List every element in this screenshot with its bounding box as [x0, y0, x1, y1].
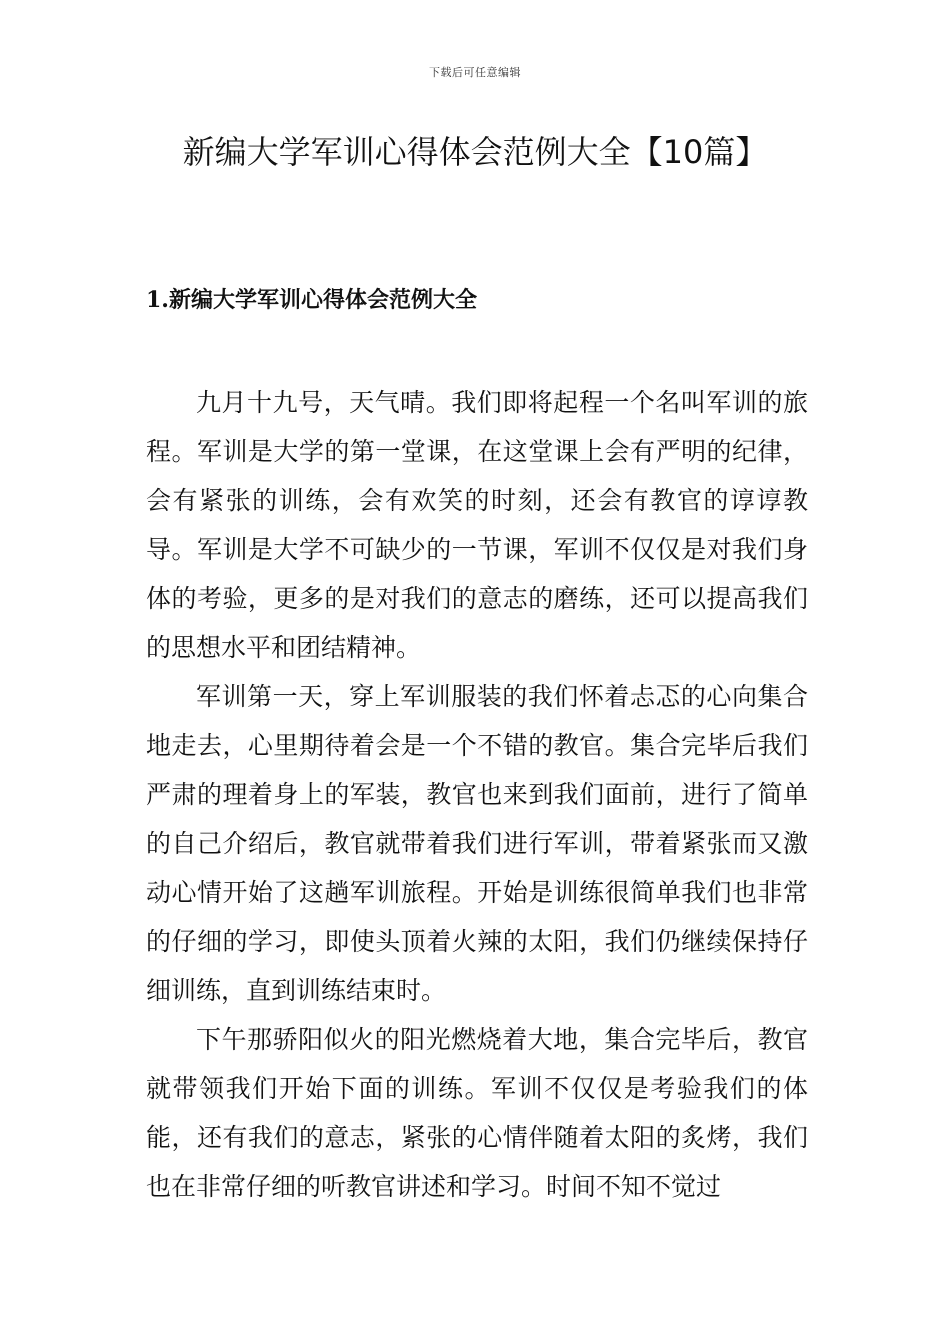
paragraph: 下午那骄阳似火的阳光燃烧着大地，集合完毕后，教官就带领我们开始下面的训练。军训不仅仅是考验我们的体能，还有我们的意志，紧张的心情伴随着太阳的炙烤，我们也在非常仔细的听教官讲述和学习。时间不知不觉过	[146, 1025, 808, 1201]
document-title: 新编大学军训心得体会范例大全【10篇】	[182, 133, 768, 171]
section-body	[146, 378, 808, 1211]
paragraph: 九月十九号，天气晴。我们即将起程一个名叫军训的旅程。军训是大学的第一堂课，在这堂课上会有严明的纪律，会有紧张的训练，会有欢笑的时刻，还会有教官的谆谆教导。军训是大学不可缺少的一节课，军训不仅仅是对我们身体的考验，更多的是对我们的意志的磨练，还可以提高我们的思想水平和团结精神。	[146, 388, 808, 662]
section-heading: 1.新编大学军训心得体会范例大全	[146, 287, 477, 313]
header-note: 下载后可任意编辑	[429, 66, 521, 79]
paragraph: 军训第一天，穿上军训服装的我们怀着忐忑的心向集合地走去，心里期待着会是一个不错的教官。集合完毕后我们严肃的理着身上的军装，教官也来到我们面前，进行了简单的自己介绍后，教官就带着我们进行军训，带着紧张而又激动心情开始了这趟军训旅程。开始是训练很简单我们也非常的仔细的学习，即使头顶着火辣的太阳，我们仍继续保持仔细训练，直到训练结束时。	[146, 682, 808, 1005]
